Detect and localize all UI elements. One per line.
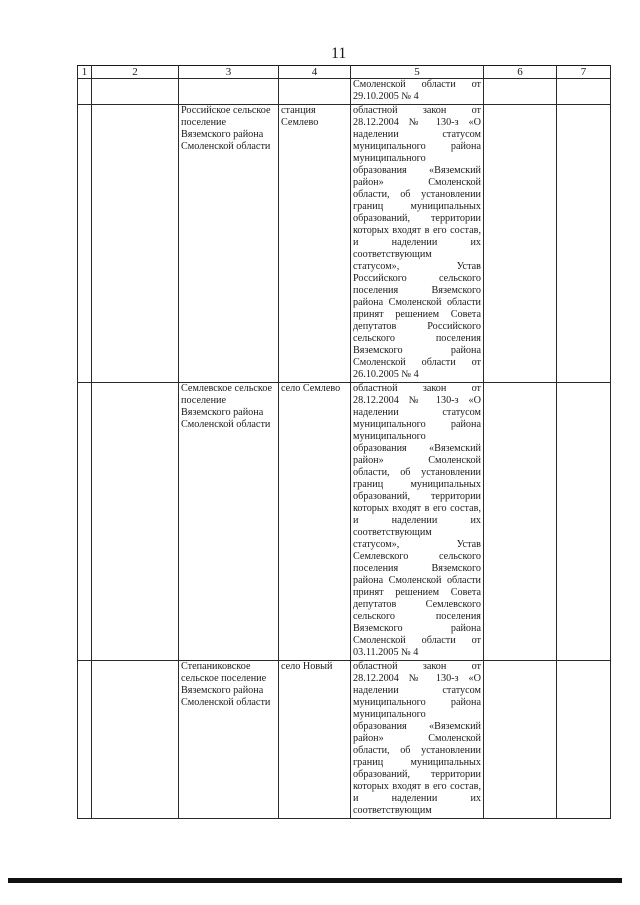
text-line: соответствующим <box>353 805 432 816</box>
column-2-cell <box>92 383 179 661</box>
text-line: областной закон от <box>353 383 481 394</box>
legal-basis-cell <box>351 79 484 105</box>
legal-basis-cell <box>351 105 484 383</box>
text-line: области, об установлении <box>353 189 481 200</box>
column-7-cell <box>557 105 611 383</box>
text-line: Семлевского сельского <box>353 551 481 562</box>
table-row <box>78 79 611 105</box>
text-line: 28.12.2004 № 130-з «О <box>353 117 481 128</box>
text-line: поселение <box>181 117 226 128</box>
legal-basis-cell <box>351 383 484 661</box>
text-line: муниципального района <box>353 419 481 430</box>
text-line: и наделении их <box>353 793 481 804</box>
text-line: соответствующим <box>353 249 432 260</box>
text-line: района Смоленской области <box>353 297 481 308</box>
column-6-cell <box>484 105 557 383</box>
column-7-cell <box>557 661 611 819</box>
admin-center-cell <box>279 383 351 661</box>
column-6-cell <box>484 79 557 105</box>
text-line: образований, территории <box>353 769 481 780</box>
admin-center-cell <box>279 105 351 383</box>
text-line: муниципального <box>353 709 426 720</box>
text-line: областной закон от <box>353 105 481 116</box>
text-line: Вяземского района <box>181 129 264 140</box>
column-1-cell <box>78 661 92 819</box>
text-line: границ муниципальных <box>353 757 481 768</box>
text-line: Семлево <box>281 117 319 128</box>
text-line: сельского поселения <box>353 611 481 622</box>
table-header-row <box>78 66 611 79</box>
text-line: принят решением Совета <box>353 309 481 320</box>
column-2-cell <box>92 79 179 105</box>
column-number-cell: 6 <box>484 66 557 79</box>
text-line: и наделении их <box>353 237 481 248</box>
column-2-cell <box>92 661 179 819</box>
admin-center-cell <box>279 661 351 819</box>
text-line: 28.12.2004 № 130-з «О <box>353 673 481 684</box>
text-line: образования «Вяземский <box>353 721 481 732</box>
text-line: село Семлево <box>281 383 341 394</box>
text-line: 29.10.2005 № 4 <box>353 91 419 102</box>
text-line: принят решением Совета <box>353 587 481 598</box>
text-line: муниципального района <box>353 697 481 708</box>
text-line: поселения Вяземского <box>353 563 481 574</box>
text-line: соответствующим <box>353 527 432 538</box>
column-6-cell <box>484 383 557 661</box>
column-number-cell: 1 <box>78 66 92 79</box>
text-line: наделении статусом <box>353 407 481 418</box>
text-line: области, об установлении <box>353 467 481 478</box>
text-line: поселения Вяземского <box>353 285 481 296</box>
text-line: Смоленской области от <box>353 79 481 90</box>
text-line: области, об установлении <box>353 745 481 756</box>
text-line: Вяземского района <box>353 623 481 634</box>
text-line: границ муниципальных <box>353 479 481 490</box>
column-6-cell <box>484 661 557 819</box>
text-line: образований, территории <box>353 213 481 224</box>
text-line: район» Смоленской <box>353 177 481 188</box>
text-line: статусом», Устав <box>353 539 481 550</box>
table-row <box>78 661 611 819</box>
text-line: муниципального <box>353 153 426 164</box>
text-line: Смоленской области от <box>353 357 481 368</box>
text-line: 28.12.2004 № 130-з «О <box>353 395 481 406</box>
text-line: Российское сельское <box>181 105 271 116</box>
municipality-name-cell <box>179 79 279 105</box>
text-line: Вяземского района <box>181 407 264 418</box>
column-number-cell: 2 <box>92 66 179 79</box>
column-1-cell <box>78 105 92 383</box>
text-line: сельского поселения <box>353 333 481 344</box>
municipality-name-cell <box>179 383 279 661</box>
column-1-cell <box>78 79 92 105</box>
table-row <box>78 105 611 383</box>
legal-basis-cell <box>351 661 484 819</box>
text-line: Семлевское сельское <box>181 383 273 394</box>
text-line: поселение <box>181 395 226 406</box>
municipality-name-cell <box>179 105 279 383</box>
text-line: 26.10.2005 № 4 <box>353 369 419 380</box>
text-line: границ муниципальных <box>353 201 481 212</box>
text-line: района Смоленской области <box>353 575 481 586</box>
column-number-cell: 3 <box>179 66 279 79</box>
text-line: район» Смоленской <box>353 733 481 744</box>
text-line: Вяземского района <box>353 345 481 356</box>
text-line: муниципального <box>353 431 426 442</box>
text-line: и наделении их <box>353 515 481 526</box>
text-line: село Новый <box>281 661 333 672</box>
text-line: которых входят в его состав, <box>353 781 481 792</box>
register-table <box>77 65 611 819</box>
column-7-cell <box>557 79 611 105</box>
table-body <box>78 79 611 819</box>
text-line: образований, территории <box>353 491 481 502</box>
text-line: статусом», Устав <box>353 261 481 272</box>
text-line: Смоленской области <box>181 141 271 152</box>
text-line: станция <box>281 105 316 116</box>
text-line: депутатов Российского <box>353 321 481 332</box>
text-line: муниципального района <box>353 141 481 152</box>
table-row <box>78 383 611 661</box>
text-line: образования «Вяземский <box>353 443 481 454</box>
text-line: Смоленской области <box>181 419 271 430</box>
text-line: сельское поселение <box>181 673 267 684</box>
page-number: 11 <box>331 45 347 62</box>
text-line: которых входят в его состав, <box>353 225 481 236</box>
text-line: район» Смоленской <box>353 455 481 466</box>
text-line: Степаниковское <box>181 661 251 672</box>
column-number-cell: 5 <box>351 66 484 79</box>
text-line: Смоленской области от <box>353 635 481 646</box>
text-line: Российского сельского <box>353 273 481 284</box>
municipality-name-cell <box>179 661 279 819</box>
text-line: Смоленской области <box>181 697 271 708</box>
text-line: которых входят в его состав, <box>353 503 481 514</box>
admin-center-cell <box>279 79 351 105</box>
column-number-cell: 4 <box>279 66 351 79</box>
column-number-cell: 7 <box>557 66 611 79</box>
scan-edge-bar <box>8 878 622 883</box>
text-line: наделении статусом <box>353 685 481 696</box>
text-line: областной закон от <box>353 661 481 672</box>
column-1-cell <box>78 383 92 661</box>
column-2-cell <box>92 105 179 383</box>
column-7-cell <box>557 383 611 661</box>
text-line: депутатов Семлевского <box>353 599 481 610</box>
text-line: наделении статусом <box>353 129 481 140</box>
text-line: Вяземского района <box>181 685 264 696</box>
text-line: 03.11.2005 № 4 <box>353 647 419 658</box>
text-line: образования «Вяземский <box>353 165 481 176</box>
